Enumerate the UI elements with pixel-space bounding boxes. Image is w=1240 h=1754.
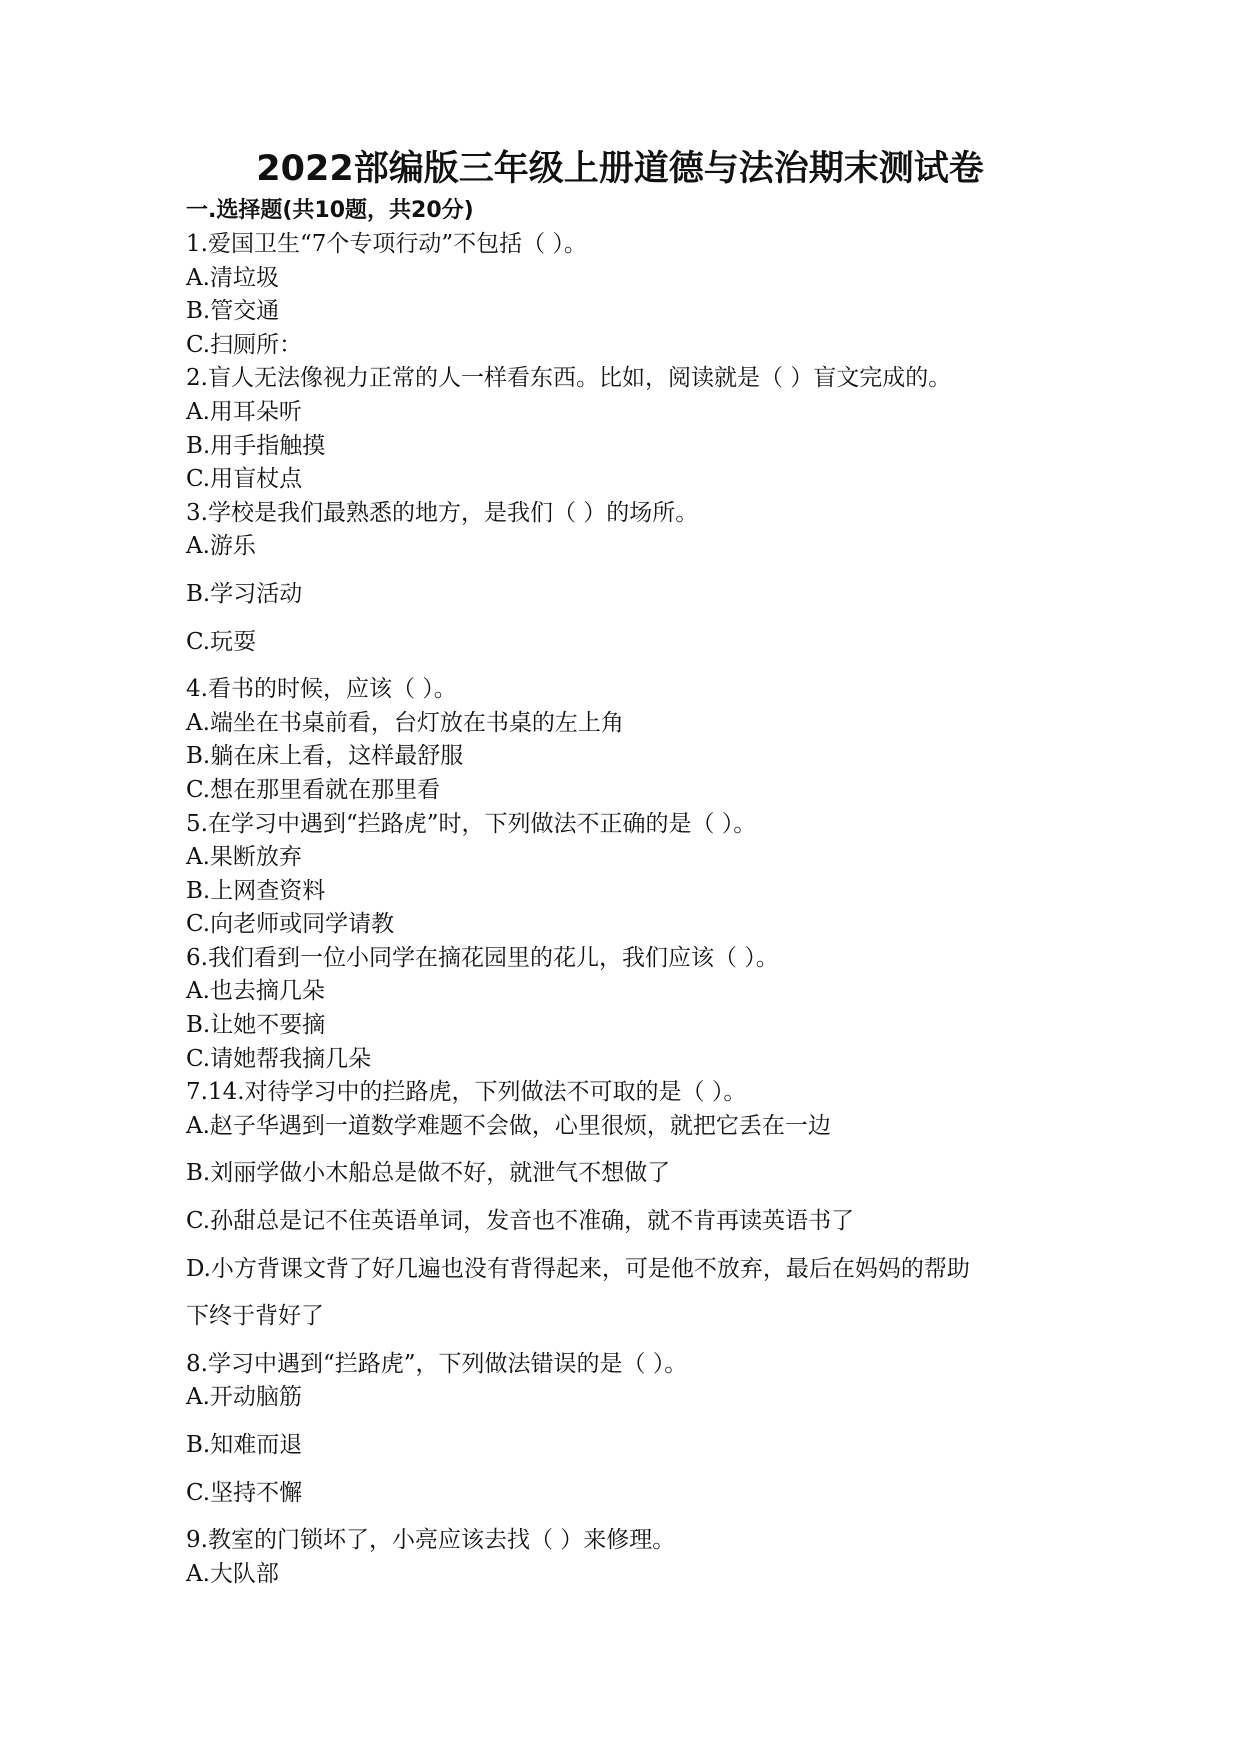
answer-option: C.坚持不懈 [186, 1479, 303, 1506]
answer-option: A.用耳朵听 [186, 398, 302, 425]
question-stem: 9.教室的门锁坏了，小亮应该去找（ ）来修理。 [186, 1527, 676, 1554]
exam-content [186, 194, 1086, 1591]
answer-option: C.用盲杖点 [186, 466, 303, 493]
answer-option: C.想在那里看就在那里看 [186, 776, 441, 803]
question-stem: 2.盲人无法像视力正常的人一样看东西。比如，阅读就是（ ）盲文完成的。 [186, 365, 952, 392]
question-stem: 5.在学习中遇到“拦路虎”时，下列做法不正确的是（ ）。 [186, 810, 757, 837]
answer-option-line: 下终于背好了 [186, 1303, 324, 1330]
answer-option: A.也去摘几朵 [186, 978, 325, 1005]
answer-option: A.果断放弃 [186, 844, 302, 871]
answer-option: B.管交通 [186, 298, 280, 325]
answer-option: C.请她帮我摘几朵 [186, 1045, 372, 1072]
answer-option: B.躺在床上看，这样最舒服 [186, 743, 464, 770]
answer-option: C.玩耍 [186, 628, 257, 655]
answer-option: B.让她不要摘 [186, 1012, 326, 1039]
answer-option: B.用手指触摸 [186, 432, 326, 459]
answer-option: B.刘丽学做小木船总是做不好，就泄气不想做了 [186, 1160, 671, 1187]
answer-option: B.知难而退 [186, 1432, 303, 1458]
answer-option: C.孙甜总是记不住英语单词，发音也不准确，就不肯再读英语书了 [186, 1208, 855, 1235]
answer-option-d [186, 1253, 1086, 1334]
answer-option: A.游乐 [186, 533, 256, 560]
section-heading: 一.选择题(共10题，共20分) [186, 198, 474, 223]
answer-option: A.赵子华遇到一道数学难题不会做，心里很烦，就把它丢在一边 [186, 1112, 831, 1139]
answer-option: A.开动脑筋 [186, 1384, 302, 1411]
answer-option: B.上网查资料 [186, 877, 326, 904]
answer-option: C.扫厕所： [186, 331, 303, 358]
answer-option: A.端坐在书桌前看，台灯放在书桌的左上角 [186, 709, 624, 736]
question-stem: 8.学习中遇到“拦路虎”，下列做法错误的是（ ）。 [186, 1350, 688, 1377]
question-stem: 1.爱国卫生“7个专项行动”不包括（ ）。 [186, 231, 587, 257]
answer-option-line: D.小方背课文背了好几遍也没有背得起来，可是他不放弃，最后在妈妈的帮助 [186, 1255, 970, 1282]
answer-option: A.清垃圾 [186, 264, 279, 291]
question-stem: 3.学校是我们最熟悉的地方，是我们（ ）的场所。 [186, 499, 699, 526]
answer-option: C.向老师或同学请教 [186, 911, 395, 938]
question-stem: 6.我们看到一位小同学在摘花园里的花儿，我们应该（ ）。 [186, 944, 779, 971]
question-stem: 7.14.对待学习中的拦路虎，下列做法不可取的是（ ）。 [186, 1079, 747, 1106]
question-stem: 4.看书的时候，应该（ ）。 [186, 676, 457, 703]
answer-option: B.学习活动 [186, 580, 303, 607]
answer-option: A.大队部 [186, 1560, 279, 1587]
page-title: 2022部编版三年级上册道德与法治期末测试卷 [256, 149, 984, 189]
